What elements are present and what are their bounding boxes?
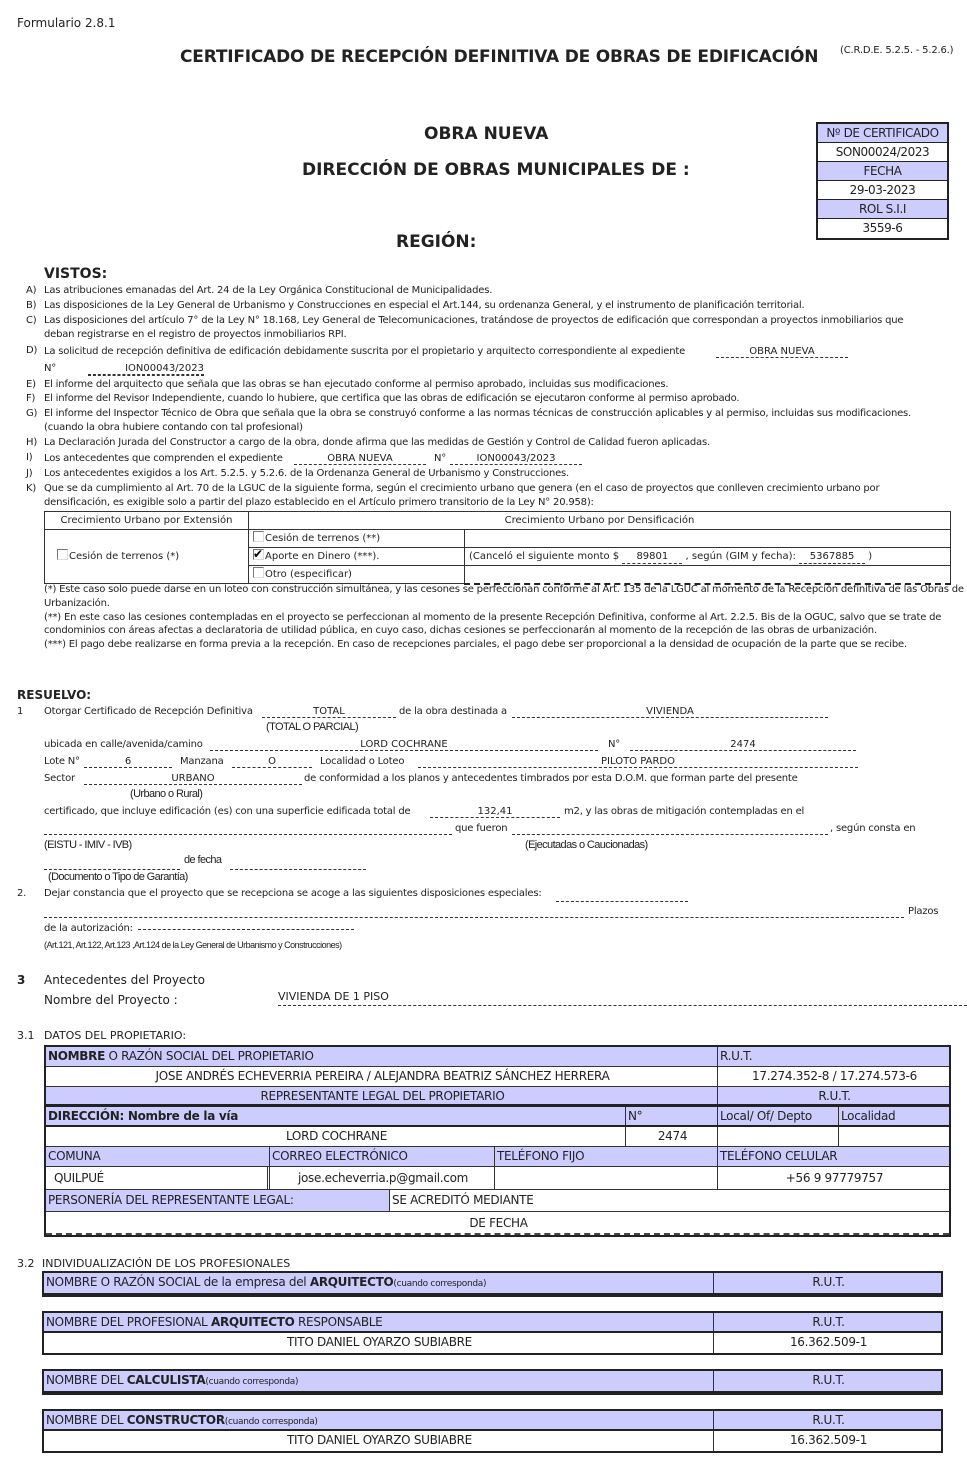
numero-header: N° xyxy=(626,1107,718,1125)
plazos-label: Plazos xyxy=(908,906,939,917)
vistos-letter-h: H) xyxy=(26,437,38,448)
calle-field[interactable]: LORD COCHRANE xyxy=(210,739,598,751)
calculista-header-pre: NOMBRE DEL xyxy=(46,1373,127,1387)
numero-value[interactable]: 2474 xyxy=(626,1127,718,1146)
mitigacion-field[interactable] xyxy=(44,823,452,835)
acredito-label: SE ACREDITÓ MEDIANTE xyxy=(392,1193,534,1207)
correo-value[interactable]: jose.echeverria.p@gmail.com xyxy=(270,1167,495,1189)
empty-cell xyxy=(465,530,951,548)
calculista-header-bold: CALCULISTA xyxy=(126,1373,206,1387)
vistos-item-h: La Declaración Jurada del Constructor a cargo de la obra, donde afirma que las medidas de Gestión y Control de Calidad fueron aplicadas. xyxy=(44,437,710,448)
vistos-heading: VISTOS: xyxy=(44,266,108,282)
certificate-number-value: SON00024/2023 xyxy=(818,143,947,162)
otro-especificar-field[interactable] xyxy=(465,566,951,584)
rut-header: R.U.T. xyxy=(718,1047,949,1066)
lote-label: Lote N° xyxy=(44,756,80,767)
vistos-item-c: Las disposiciones del artículo 7° de la Ley N° 18.168, Ley General de Telecomunicaciones, tratándose de proyectos de edificación que correspondan a proyectos inmobiliarios que xyxy=(44,315,904,326)
manzana-label: Manzana xyxy=(180,756,224,767)
vistos-letter-d: D) xyxy=(26,345,38,356)
localidad-value[interactable] xyxy=(839,1127,949,1146)
extension-header: Crecimiento Urbano por Extensión xyxy=(45,512,249,530)
arquitecto-header-bold: ARQUITECTO xyxy=(210,1315,295,1329)
densificacion-header: Crecimiento Urbano por Densificación xyxy=(249,512,951,530)
calculista-header-post: (cuando corresponda) xyxy=(205,1377,299,1387)
sector-hint: (Urbano o Rural) xyxy=(130,788,203,800)
propietario-num: 3.1 xyxy=(17,1029,35,1042)
m2-text: m2, y las obras de mitigación contempladas en el xyxy=(564,806,805,817)
autorizacion-field[interactable] xyxy=(138,918,354,930)
vistos-item-f: El informe del Revisor Independiente, cuando lo hubiere, que certifica que las obras de edificación se ejecutaron conforme al permiso aprobado. xyxy=(44,393,740,404)
tipo-hint: (TOTAL O PARCIAL) xyxy=(266,721,359,733)
date-value: 29-03-2023 xyxy=(818,181,947,200)
rut-value[interactable]: 17.274.352-8 / 17.274.573-6 xyxy=(752,1069,917,1083)
representante-rut-header: R.U.T. xyxy=(718,1087,949,1104)
obra-type: OBRA NUEVA xyxy=(424,124,549,144)
arquitecto-table xyxy=(42,1311,943,1355)
numero-field[interactable]: 2474 xyxy=(630,739,856,751)
local-value[interactable] xyxy=(718,1127,839,1146)
propietario-table xyxy=(44,1045,951,1237)
resuelvo-item1-num: 1 xyxy=(17,706,24,717)
comuna-header: COMUNA xyxy=(46,1147,270,1166)
close-paren: ) xyxy=(868,551,873,562)
vistos-item-e: El informe del arquitecto que señala que las obras se han ejecutado conforme al permiso aprobado, incluidas sus modificaciones. xyxy=(44,379,669,390)
cesion-extension-checkbox[interactable] xyxy=(57,549,68,560)
direccion-label: DIRECCIÓN DE OBRAS MUNICIPALES DE : xyxy=(302,160,690,180)
ejecutadas-hint: (Ejecutadas o Caucionadas) xyxy=(525,839,648,851)
footnote-2-cont: condominios con áreas afectas a declaratoria de utilidad pública, en cuyo caso, dichas cesiones se perfeccionarán al momento de la recepción de las obras de urbanización. xyxy=(44,625,877,636)
densificacion-option-1 xyxy=(249,530,465,548)
conformidad-text: de conformidad a los planos y antecedentes timbrados por esta D.O.M. que forman parte del presente xyxy=(304,773,798,784)
n-field-i[interactable]: ION00043/2023 xyxy=(450,453,582,465)
empresa-arquitecto-table xyxy=(42,1271,943,1297)
telefono-celular-value[interactable]: +56 9 97779757 xyxy=(785,1171,884,1185)
superficie-field[interactable]: 132,41 xyxy=(430,806,560,818)
arquitecto-rut[interactable]: 16.362.509-1 xyxy=(789,1335,868,1349)
lote-field[interactable]: 6 xyxy=(84,756,172,768)
vistos-item-b: Las disposiciones de la Ley General de Urbanismo y Construcciones en especial el Art.144, su ordenanza General, y el instrumento de planificación territorial. xyxy=(44,300,805,311)
fueron-label: que fueron xyxy=(455,823,508,834)
vistos-item-k: Que se da cumplimiento al Art. 70 de la LGUC de la siguiente forma, según el crecimiento urbano que genera (en el caso de proyectos que conlleven crecimiento urbano por xyxy=(44,483,880,494)
vistos-item-k-cont: densificación, es exigible solo a partir del plazo establecido en el Artículo primero transitorio de la Ley N° 20.958): xyxy=(44,497,594,508)
arquitecto-header xyxy=(44,1313,714,1331)
vistos-letter-j: J) xyxy=(26,468,33,479)
aporte-dinero-label: Aporte en Dinero (***). xyxy=(265,551,380,562)
de-fecha-label-prop: DE FECHA xyxy=(469,1216,528,1230)
disposiciones-field[interactable] xyxy=(556,890,688,902)
proyecto-heading: Antecedentes del Proyecto xyxy=(44,973,205,987)
numero-label: N° xyxy=(608,739,621,750)
destinada-label: de la obra destinada a xyxy=(399,706,507,717)
proyecto-nombre-field[interactable]: VIVIENDA DE 1 PISO xyxy=(278,991,967,1006)
nombre-header-rest: O RAZÓN SOCIAL DEL PROPIETARIO xyxy=(104,1049,314,1063)
localidad-field[interactable]: PILOTO PARDO xyxy=(418,756,858,768)
footnote-1-cont: Urbanización. xyxy=(44,598,110,609)
direccion-header: DIRECCIÓN: Nombre de la vía xyxy=(46,1107,626,1125)
vistos-letter-k: K) xyxy=(26,483,37,494)
densificacion-option-2 xyxy=(249,548,465,566)
vistos-letter-b: B) xyxy=(26,300,37,311)
empresa-rut-header: R.U.T. xyxy=(714,1273,941,1293)
telefono-celular-header: TELÉFONO CELULAR xyxy=(718,1147,949,1166)
vistos-item-g: El informe del Inspector Técnico de Obra que señala que la obra se construyó conforme a las normas técnicas de construcción aplicables y al permiso, incluidas sus modificaciones. xyxy=(44,408,912,419)
articulos-hint: (Art.121, Art.122, Art.123 ,Art.124 de la Ley General de Urbanismo y Construcciones) xyxy=(44,940,342,950)
otro-label: Otro (especificar) xyxy=(265,569,352,580)
aporte-dinero-checkbox[interactable] xyxy=(253,549,264,560)
spacer xyxy=(88,363,204,375)
autorizacion-label: de la autorización: xyxy=(44,923,133,934)
cesion-densificacion-checkbox[interactable] xyxy=(253,531,264,542)
n-value-d: ION00043/2023 xyxy=(125,363,204,374)
arquitecto-header-post: RESPONSABLE xyxy=(294,1315,383,1329)
certificado-text: certificado, que incluye edificación (es) con una superficie edificada total de xyxy=(44,806,411,817)
correo-header: CORREO ELECTRÓNICO xyxy=(270,1147,495,1166)
manzana-field[interactable]: O xyxy=(232,756,312,768)
item2-text: Dejar constancia que el proyecto que se recepciona se acoge a las siguientes disposiciones especiales: xyxy=(44,888,542,899)
acredito-field[interactable] xyxy=(390,1190,949,1211)
de-fecha-field[interactable] xyxy=(46,1212,949,1235)
localidad-label: Localidad o Loteo xyxy=(320,756,405,767)
vistos-item-d: La solicitud de recepción definitiva de edificación debidamente suscrita por el propietario y arquitecto correspondiente al expediente xyxy=(44,346,686,357)
telefono-fijo-header: TELÉFONO FIJO xyxy=(495,1147,718,1166)
constructor-rut-header: R.U.T. xyxy=(714,1411,941,1429)
footnote-2: (**) En este caso las cesiones contempladas en el proyecto se perfeccionan al momento de la presente Recepción Definitiva, conforme al Art. 2.2.5. Bis de la OGUC, salvo que se trate de xyxy=(44,612,942,623)
tipo-field[interactable]: TOTAL xyxy=(262,706,396,718)
monto-field[interactable]: 89801 xyxy=(622,551,682,564)
destino-field[interactable]: VIVIENDA xyxy=(512,706,828,718)
n-underline-d xyxy=(88,375,204,376)
region-label: REGIÓN: xyxy=(396,232,477,252)
constructor-header xyxy=(44,1411,714,1429)
documento-hint: (Documento o Tipo de Garantía) xyxy=(48,871,188,883)
calculista-table xyxy=(42,1369,943,1395)
vistos-letter-g: G) xyxy=(26,408,38,419)
ubicada-label: ubicada en calle/avenida/camino xyxy=(44,739,203,750)
certificate-number-label: Nº DE CERTIFICADO xyxy=(818,124,947,143)
constructor-header-post: (cuando corresponda) xyxy=(224,1417,318,1427)
n-label-d: N° xyxy=(44,363,57,374)
vistos-letter-i: I) xyxy=(26,452,33,463)
rol-label: ROL S.I.I xyxy=(818,200,947,219)
comuna-value[interactable]: QUILPUÉ xyxy=(46,1167,270,1189)
crecimiento-urbano-table xyxy=(44,511,951,585)
de-fecha-label: de fecha xyxy=(184,854,222,866)
gim-label: , según (GIM y fecha): xyxy=(685,551,796,562)
representante-header: REPRESENTANTE LEGAL DEL PROPIETARIO xyxy=(46,1087,718,1104)
proyecto-nombre-label: Nombre del Proyecto : xyxy=(44,993,178,1007)
nombre-header-bold: NOMBRE xyxy=(48,1049,105,1063)
vistos-item-a: Las atribuciones emanadas del Art. 24 de la Ley Orgánica Constitucional de Municipalidades. xyxy=(44,285,493,296)
profesionales-heading: INDIVIDUALIZACIÓN DE LOS PROFESIONALES xyxy=(42,1257,291,1270)
documento-field[interactable] xyxy=(44,858,180,870)
otro-checkbox[interactable] xyxy=(253,567,264,578)
nombre-value[interactable]: JOSE ANDRÉS ECHEVERRIA PEREIRA / ALEJANDRA BEATRIZ SÁNCHEZ HERRERA xyxy=(46,1067,718,1086)
proyecto-num: 3 xyxy=(17,973,26,987)
constructor-name[interactable]: TITO DANIEL OYARZO SUBIABRE xyxy=(44,1431,714,1451)
personeria-label: PERSONERÍA DEL REPRESENTANTE LEGAL: xyxy=(46,1190,390,1211)
estu-hint: (EISTU - IMIV - IVB) xyxy=(44,839,132,851)
empresa-header-bold: ARQUITECTO xyxy=(309,1275,394,1289)
vistos-letter-a: A) xyxy=(26,285,37,296)
densificacion-option-3 xyxy=(249,566,465,584)
page-title: CERTIFICADO DE RECEPCIÓN DEFINITIVA DE OBRAS DE EDIFICACIÓN xyxy=(180,47,819,67)
expediente-field-d[interactable]: OBRA NUEVA xyxy=(716,346,848,358)
constructor-rut[interactable]: 16.362.509-1 xyxy=(789,1433,868,1447)
constructor-header-pre: NOMBRE DEL xyxy=(46,1413,127,1427)
arquitecto-rut-header: R.U.T. xyxy=(714,1313,941,1331)
rol-value: 3559-6 xyxy=(862,221,903,235)
monto-cell xyxy=(465,548,951,566)
footnote-1: (*) Este caso solo puede darse en un loteo con construcción simultánea, y las cesones se perfeccionan conforme al Art. 135 de la LGUC al momento de la Recepción definitiva de las Obras de xyxy=(44,584,964,595)
vistos-item-c-cont: deban registrarse en el registro de proyectos inmobiliarios RPI. xyxy=(44,329,347,340)
expediente-field-i[interactable]: OBRA NUEVA xyxy=(294,453,426,465)
form-number: Formulario 2.8.1 xyxy=(17,16,116,30)
fecha-field[interactable] xyxy=(230,858,366,870)
disposiciones-field-2[interactable] xyxy=(44,906,904,918)
calculista-rut-header: R.U.T. xyxy=(714,1371,941,1391)
arquitecto-header-pre: NOMBRE DEL PROFESIONAL xyxy=(46,1315,211,1329)
date-label: FECHA xyxy=(818,162,947,181)
localidad-header: Localidad xyxy=(839,1107,949,1125)
direccion-value[interactable]: LORD COCHRANE xyxy=(46,1127,626,1146)
segun-label: , según consta en xyxy=(830,823,916,834)
vistos-letter-c: C) xyxy=(26,315,37,326)
certificate-box xyxy=(816,122,949,240)
telefono-fijo-value[interactable] xyxy=(495,1167,718,1189)
resuelvo-heading: RESUELVO: xyxy=(17,688,92,702)
nombre-header xyxy=(46,1047,718,1066)
monto-label: (Canceló el siguiente monto $ xyxy=(469,551,620,562)
footnote-3: (***) El pago debe realizarse en forma previa a la recepción. En caso de recepciones parciales, el pago debe ser proporcional a la densidad de ocupación de la parte que se recibe. xyxy=(44,639,907,650)
cesion-extension-label: Cesión de terrenos (*) xyxy=(69,551,180,562)
arquitecto-name[interactable]: TITO DANIEL OYARZO SUBIABRE xyxy=(44,1333,714,1353)
vistos-letter-e: E) xyxy=(26,379,36,390)
vistos-item-i: Los antecedentes que comprenden el expediente xyxy=(44,453,283,464)
empresa-header xyxy=(44,1273,714,1293)
constructor-header-bold: CONSTRUCTOR xyxy=(126,1413,225,1427)
vistos-item-j: Los antecedentes exigidos a los Art. 5.2.5. y 5.2.6. de la Ordenanza General de Urbanismo y Construcciones. xyxy=(44,468,570,479)
cesion-densificacion-label: Cesión de terrenos (**) xyxy=(265,533,381,544)
gim-field[interactable]: 5367885 xyxy=(799,551,865,564)
vistos-letter-f: F) xyxy=(26,393,36,404)
calculista-header xyxy=(44,1371,714,1391)
empresa-header-post: (cuando corresponda) xyxy=(393,1279,487,1289)
profesionales-num: 3.2 xyxy=(17,1257,35,1270)
local-header: Local/ Of/ Depto xyxy=(718,1107,839,1125)
ejecutadas-field[interactable] xyxy=(512,823,828,835)
otorgar-label: Otorgar Certificado de Recepción Definitiva xyxy=(44,706,253,717)
empresa-header-pre: NOMBRE O RAZÓN SOCIAL de la empresa del xyxy=(46,1275,310,1289)
sector-field[interactable]: URBANO xyxy=(84,773,302,785)
propietario-heading: DATOS DEL PROPIETARIO: xyxy=(44,1029,187,1042)
reference-code: (C.R.D.E. 5.2.5. - 5.2.6.) xyxy=(840,45,954,56)
extension-cell xyxy=(45,530,249,584)
vistos-item-g-cont: (cuando la obra hubiere contando con tal profesional) xyxy=(44,422,303,433)
constructor-table xyxy=(42,1409,943,1453)
n-label-i: N° xyxy=(434,453,447,464)
resuelvo-item2-num: 2. xyxy=(17,888,27,899)
sector-label: Sector xyxy=(44,773,75,784)
